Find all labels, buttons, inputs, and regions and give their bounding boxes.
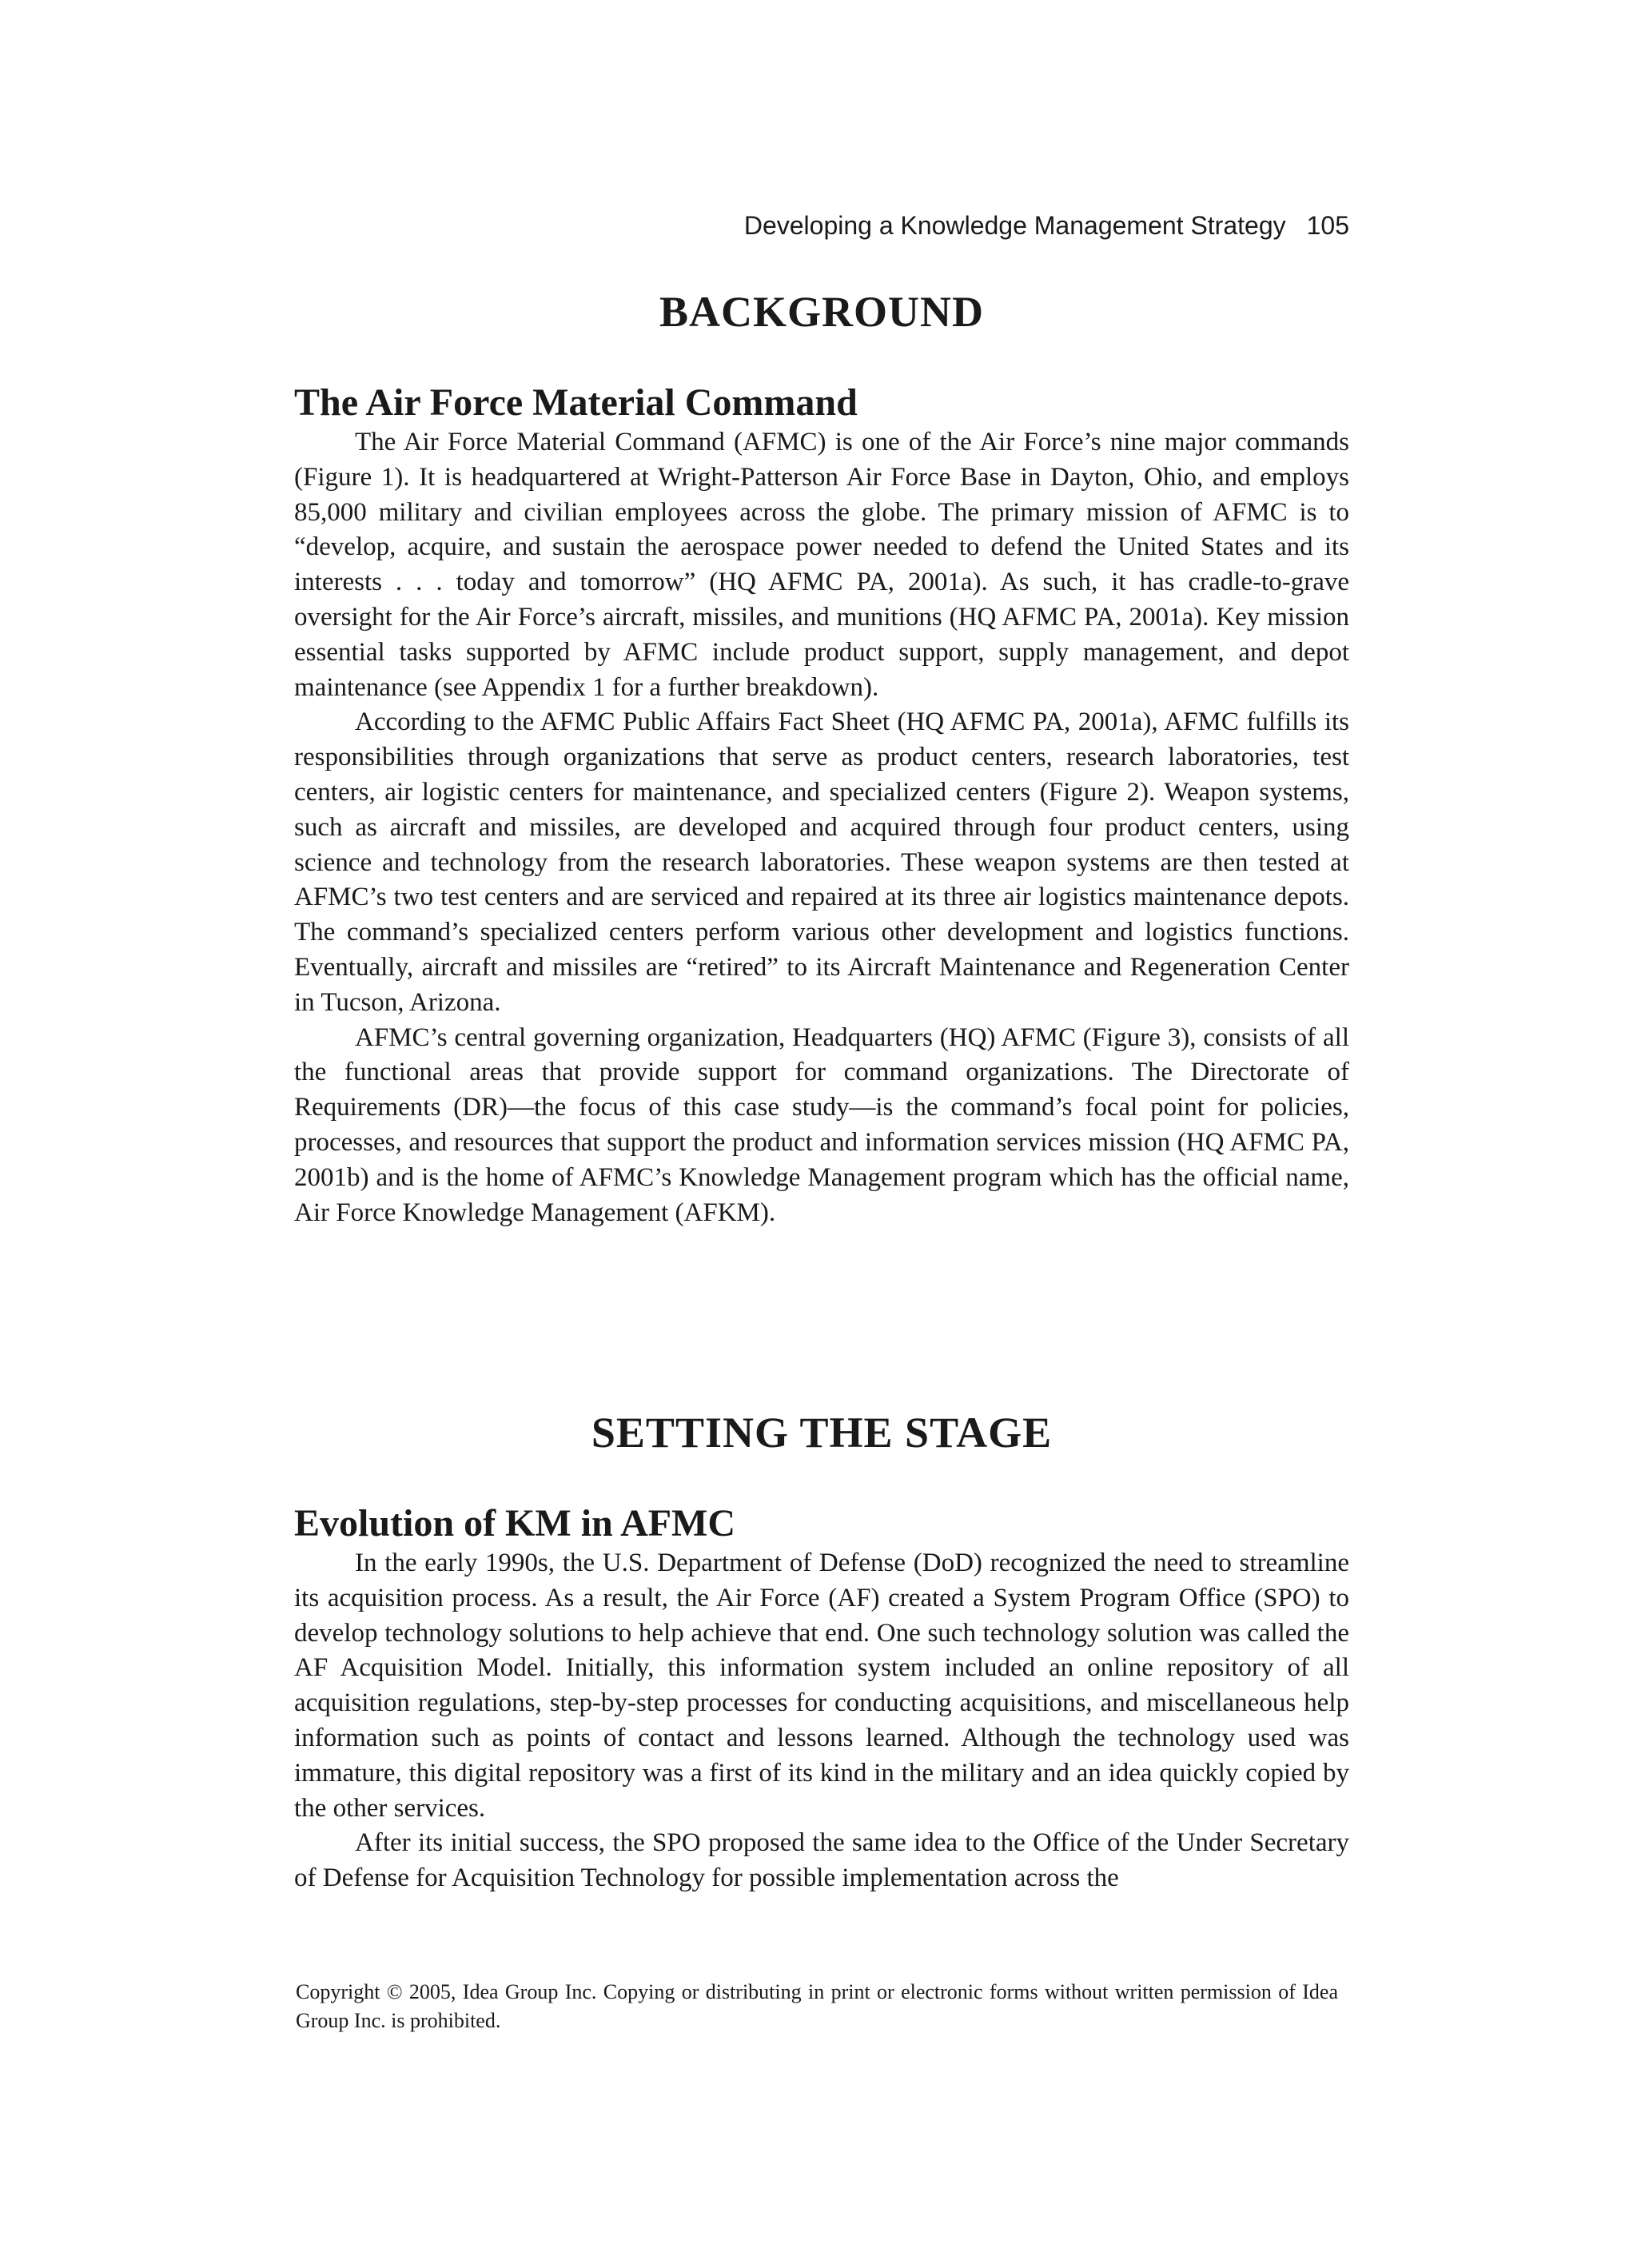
- subheading-air-force-material-command: The Air Force Material Command: [294, 381, 858, 424]
- paragraph: In the early 1990s, the U.S. Department of Defense (DoD) recognized the need to streamline its acquisition process. As a result, the Air Force (AF) created a System Program Office (SPO) to develop technology solutions to help achieve that end. One such technology solution was called the AF Acquisition Model. Initially, this information system included an online repository of all acquisition regulations, step-by-step processes for conducting acquisitions, and miscellaneous help information such as points of contact and lessons learned. Although the technology used was immature, this digital repository was a first of its kind in the military and an idea quickly copied by the other services.: [294, 1549, 1349, 1823]
- running-head: [294, 209, 1349, 241]
- page-number: 105: [1306, 211, 1349, 240]
- running-head-title: Developing a Knowledge Management Strategy: [743, 211, 1286, 240]
- setting-the-stage-section: [294, 1407, 1349, 1896]
- background-section: [294, 286, 1349, 1230]
- paragraph: After its initial success, the SPO proposed the same idea to the Office of the Under Secretary of Defense for Acquisition Technology for possible implementation across the: [294, 1828, 1349, 1893]
- subheading-evolution-of-km: Evolution of KM in AFMC: [294, 1502, 736, 1545]
- section-heading-background: BACKGROUND: [659, 288, 984, 336]
- paragraph: AFMC’s central governing organization, Headquarters (HQ) AFMC (Figure 3), consists of all the functional areas that provide support for command organizations. The Directorate of Requirements (DR)—the focus of this case study—is the command’s focal point for policies, processes, and resources that support the product and information services mission (HQ AFMC PA, 2001b) and is the home of AFMC’s Knowledge Management program which has the official name, Air Force Knowledge Management (AFKM).: [294, 1022, 1349, 1227]
- paragraph: The Air Force Material Command (AFMC) is one of the Air Force’s nine major commands (Figure 1). It is headquartered at Wright-Patterson Air Force Base in Dayton, Ohio, and employs 85,000 military and civilian employees across the globe. The primary mission of AFMC is to “develop, acquire, and sustain the aerospace power needed to defend the United States and its interests . . . today and tomorrow” (HQ AFMC PA, 2001a). As such, it has cradle-to-grave oversight for the Air Force’s aircraft, missiles, and munitions (HQ AFMC PA, 2001a). Key mission essential tasks supported by AFMC include product support, supply management, and depot maintenance (see Appendix 1 for a further breakdown).: [294, 428, 1349, 702]
- section-heading-setting-the-stage: SETTING THE STAGE: [591, 1409, 1053, 1457]
- paragraph: According to the AFMC Public Affairs Fact Sheet (HQ AFMC PA, 2001a), AFMC fulfills its responsibilities through organizations that serve as product centers, research laboratories, test centers, air logistic centers for maintenance, and specialized centers (Figure 2). Weapon systems, such as aircraft and missiles, are developed and acquired through four product centers, using science and technology from the research laboratories. These weapon systems are then tested at AFMC’s two test centers and are serviced and repaired at its three air logistics maintenance depots. The command’s specialized centers perform various other development and logistics functions. Eventually, aircraft and missiles are “retired” to its Aircraft Maintenance and Regeneration Center in Tucson, Arizona.: [294, 708, 1349, 1017]
- copyright-notice: Copyright © 2005, Idea Group Inc. Copying or distributing in print or electronic forms without written permission of Idea Group Inc. is prohibited.: [296, 1980, 1338, 2032]
